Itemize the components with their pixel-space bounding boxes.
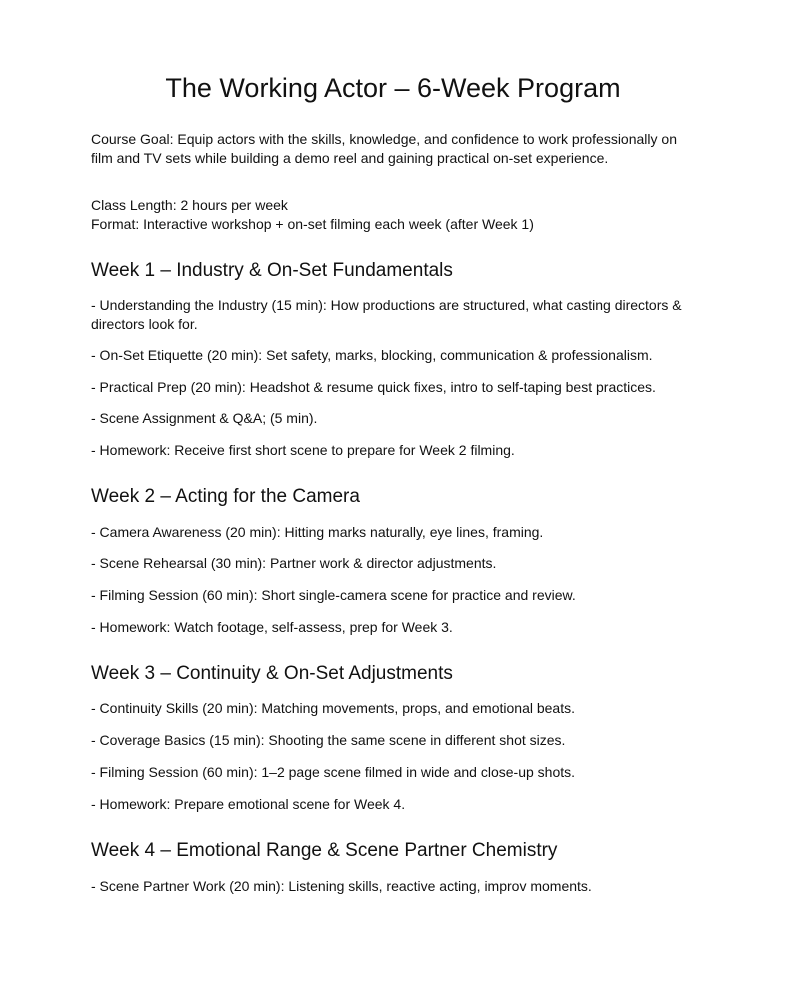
- week-1-item: - Homework: Receive first short scene to prepare for Week 2 filming.: [91, 442, 515, 458]
- page-title: The Working Actor – 6-Week Program: [165, 73, 621, 103]
- week-2-heading: Week 2 – Acting for the Camera: [91, 486, 360, 507]
- week-1-item: - Understanding the Industry (15 min): How productions are structured, what casting directors & directors look for.: [91, 297, 682, 332]
- week-3-item: - Homework: Prepare emotional scene for Week 4.: [91, 796, 406, 812]
- week-3-item: - Filming Session (60 min): 1–2 page scene filmed in wide and close-up shots.: [91, 764, 576, 780]
- week-1-item: - Scene Assignment & Q&A; (5 min).: [91, 410, 318, 426]
- week-2-item: - Scene Rehearsal (30 min): Partner work & director adjustments.: [91, 555, 497, 571]
- week-1-heading: Week 1 – Industry & On-Set Fundamentals: [91, 260, 453, 281]
- week-3-item: - Coverage Basics (15 min): Shooting the same scene in different shot sizes.: [91, 732, 566, 748]
- week-3-item: - Continuity Skills (20 min): Matching movements, props, and emotional beats.: [91, 700, 575, 716]
- week-2-item: - Filming Session (60 min): Short single-camera scene for practice and review.: [91, 587, 576, 603]
- week-2-item: - Camera Awareness (20 min): Hitting marks naturally, eye lines, framing.: [91, 524, 544, 540]
- week-3-heading: Week 3 – Continuity & On-Set Adjustments: [91, 663, 453, 684]
- week-2-item: - Homework: Watch footage, self-assess, prep for Week 3.: [91, 619, 453, 635]
- class-length: Class Length: 2 hours per week: [91, 197, 288, 213]
- course-goal: Course Goal: Equip actors with the skills, knowledge, and confidence to work professionally on film and TV sets while building a demo reel and gaining practical on-set experience.: [91, 131, 677, 166]
- week-4-item: - Scene Partner Work (20 min): Listening skills, reactive acting, improv moments.: [91, 878, 592, 894]
- class-format: Format: Interactive workshop + on-set filming each week (after Week 1): [91, 216, 534, 232]
- week-1-item: - Practical Prep (20 min): Headshot & resume quick fixes, intro to self-taping best practices.: [91, 379, 656, 395]
- week-1-item: - On-Set Etiquette (20 min): Set safety, marks, blocking, communication & professionalism.: [91, 347, 653, 363]
- week-4-heading: Week 4 – Emotional Range & Scene Partner Chemistry: [91, 840, 558, 861]
